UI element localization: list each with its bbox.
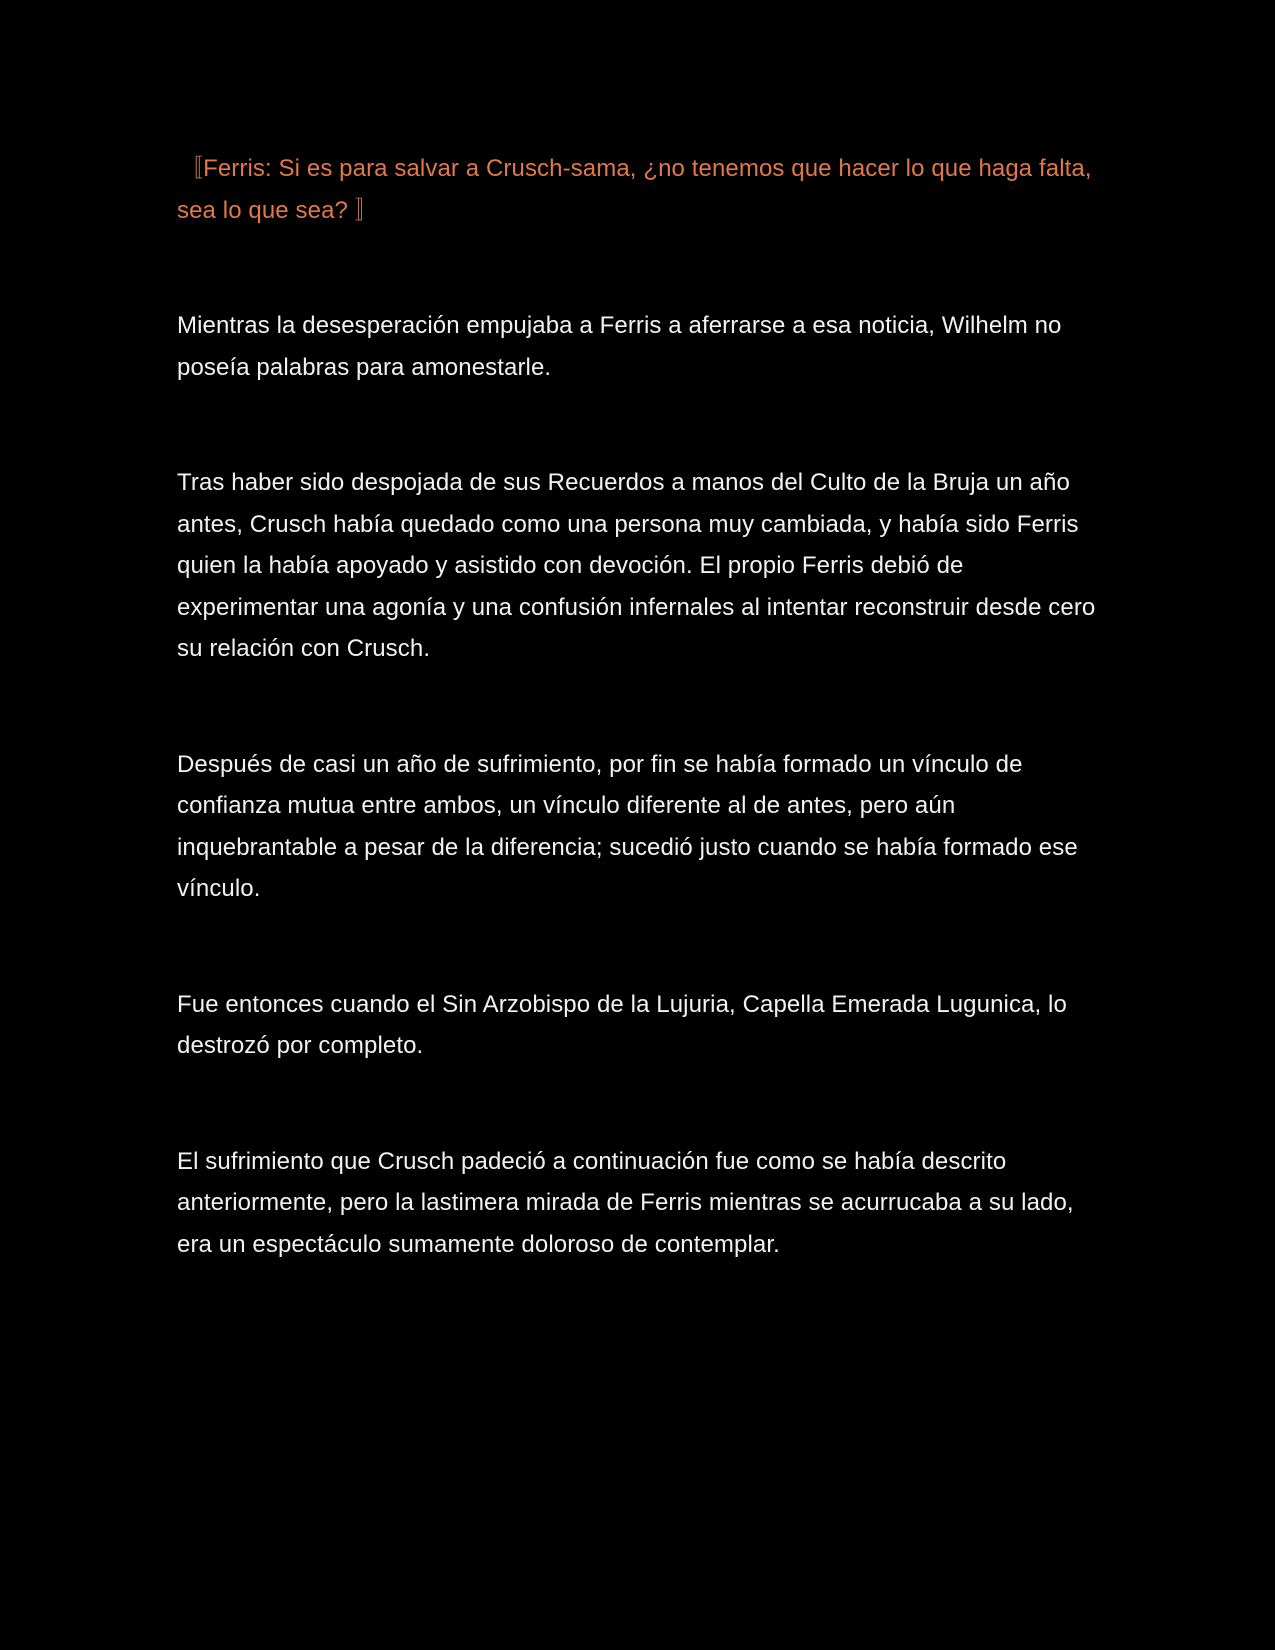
ferris-quote-paragraph: 〚Ferris: Si es para salvar a Crusch-sama, ¿no tenemos que hacer lo que haga falta, sea lo que sea? 〛 [177,155,1092,224]
paragraph-spacer [177,670,1102,744]
paragraph-spacer [177,1067,1102,1141]
body-paragraph: Mientras la desesperación empujaba a Ferris a aferrarse a esa noticia, Wilhelm no poseía palabras para amonestarle. [177,312,1062,381]
body-paragraph: Tras haber sido despojada de sus Recuerdos a manos del Culto de la Bruja un año antes, Crusch había quedado como una persona muy cambiada, y había sido Ferris quien la había apoyado y asistido con devoción. El propio Ferris debió de experimentar una agonía y una confusión infernales al intentar reconstruir desde cero su relación con Crusch. [177,469,1096,662]
paragraph-spacer [177,231,1102,305]
paragraph-spacer [177,910,1102,984]
paragraph-spacer [177,388,1102,462]
text-column [177,148,1102,1265]
body-paragraph: Fue entonces cuando el Sin Arzobispo de la Lujuria, Capella Emerada Lugunica, lo destrozó por completo. [177,990,1067,1059]
body-paragraph: El sufrimiento que Crusch padeció a continuación fue como se había descrito anteriormente, pero la lastimera mirada de Ferris mientras se acurrucaba a su lado, era un espectáculo sumamente doloroso de contemplar. [177,1147,1074,1258]
body-paragraph: Después de casi un año de sufrimiento, por fin se había formado un vínculo de confianza mutua entre ambos, un vínculo diferente al de antes, pero aún inquebrantable a pesar de la diferencia; sucedió justo cuando se había formado ese vínculo. [177,750,1078,902]
